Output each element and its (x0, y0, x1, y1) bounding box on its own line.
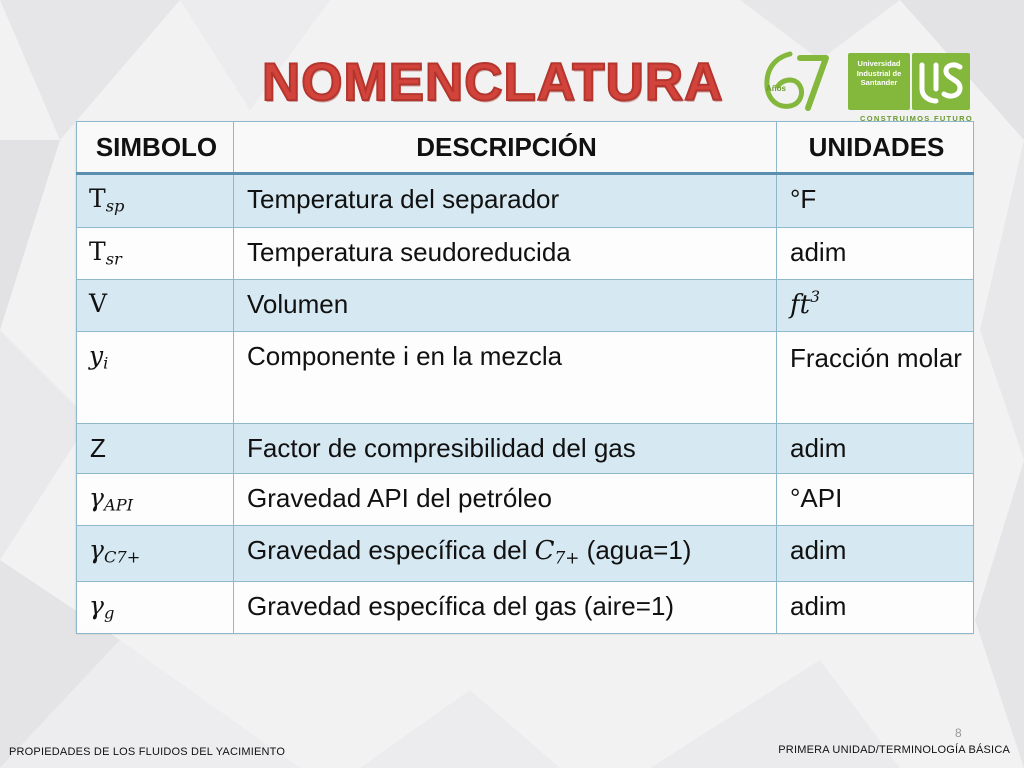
unit-cell (777, 280, 974, 332)
description-cell: Temperatura seudoreducida (234, 228, 777, 280)
symbol-base: γ (89, 483, 104, 512)
table-row (77, 424, 974, 474)
symbol-cell: Z (77, 424, 234, 474)
university-line-3: Santander (860, 78, 898, 87)
symbol-cell (77, 582, 234, 634)
symbol-subscript: C7+ (103, 547, 141, 567)
header-symbol: SIMBOLO (77, 122, 234, 174)
symbol-subscript: sp (105, 196, 125, 216)
table-row (77, 228, 974, 280)
anniversary-years-label: Años (766, 84, 786, 93)
slide-title (262, 48, 724, 118)
footer-unit-title: PRIMERA UNIDAD/TERMINOLOGÍA BÁSICA (778, 744, 1010, 756)
unit-cell: °API (777, 474, 974, 526)
symbol-base: T (89, 237, 106, 266)
unit-cell: °F (777, 174, 974, 228)
symbol-cell (77, 474, 234, 526)
symbol-subscript: API (103, 495, 134, 515)
university-line-1: Universidad (857, 59, 901, 68)
page-number: 8 (955, 726, 962, 740)
anniversary-67-icon (760, 48, 830, 114)
symbol-base: γ (89, 591, 104, 620)
description-cell: Volumen (234, 280, 777, 332)
table-row (77, 526, 974, 582)
symbol-base: T (89, 184, 106, 213)
symbol-cell: V (77, 280, 234, 332)
anniversary-logo (760, 48, 830, 114)
university-line-2: Industrial de (856, 68, 902, 78)
unit-cell: adim (777, 526, 974, 582)
symbol-cell (77, 332, 234, 424)
description-cell: Gravedad específica del gas (aire=1) (234, 582, 777, 634)
header-units: UNIDADES (777, 122, 974, 174)
footer-course-title: PROPIEDADES DE LOS FLUIDOS DEL YACIMIENTO (9, 746, 286, 758)
symbol-base: y (89, 341, 104, 370)
slide-title-text: NOMENCLATURA (262, 53, 724, 112)
symbol-subscript: i (103, 353, 109, 373)
description-pre: Gravedad específica del (247, 535, 535, 565)
unit-superscript: 3 (810, 288, 820, 307)
header-description: DESCRIPCIÓN (234, 122, 777, 174)
symbol-cell (77, 174, 234, 228)
unit-cell: Fracción molar (777, 332, 974, 424)
nomenclature-table (76, 121, 974, 634)
table-row (77, 280, 974, 332)
symbol-subscript: g (103, 603, 115, 623)
nomenclature-table-container (76, 121, 973, 633)
university-name-block (848, 53, 910, 110)
university-logos (760, 48, 975, 126)
table-row (77, 582, 974, 634)
uis-shield-logo (912, 53, 970, 110)
table-header-row (77, 122, 974, 174)
description-math-subscript: 7+ (554, 547, 580, 568)
unit-cell: adim (777, 424, 974, 474)
description-cell: Factor de compresibilidad del gas (234, 424, 777, 474)
description-cell: Componente i en la mezcla (234, 332, 777, 424)
table-row (77, 174, 974, 228)
symbol-base: γ (89, 535, 104, 564)
description-cell: Gravedad API del petróleo (234, 474, 777, 526)
unit-cell: adim (777, 228, 974, 280)
uis-shield-icon (912, 53, 970, 110)
description-math: C (534, 536, 555, 566)
table-row (77, 332, 974, 424)
unit-cell: adim (777, 582, 974, 634)
symbol-cell (77, 526, 234, 582)
description-cell (234, 526, 777, 582)
symbol-subscript: sr (105, 249, 122, 269)
symbol-cell (77, 228, 234, 280)
logo-tagline: CONSTRUIMOS FUTURO (860, 114, 973, 123)
table-row (77, 474, 974, 526)
description-post: (agua=1) (579, 535, 692, 565)
unit-base: ft (790, 290, 811, 320)
description-cell: Temperatura del separador (234, 174, 777, 228)
